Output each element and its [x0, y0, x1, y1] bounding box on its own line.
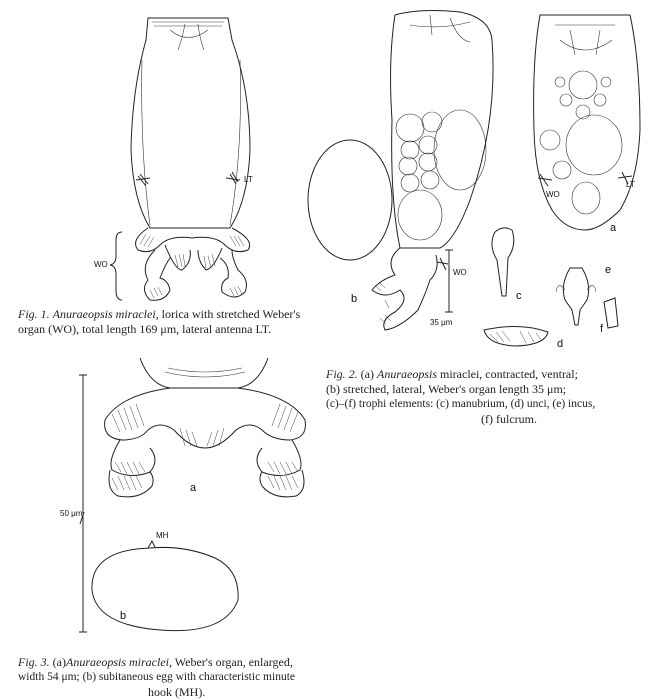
fig2b-label-wo: WO: [453, 268, 467, 277]
fig3-caption-line1: , Weber's organ, enlarged,: [169, 655, 293, 669]
fig3b-egg: [92, 547, 238, 630]
fig2-caption-line1-tail: miraclei, contracted, ventral;: [440, 367, 578, 381]
fig2-panel-f: f: [600, 323, 604, 335]
fig3-caption-fig: Fig. 3.: [18, 655, 50, 669]
fig3-label-mh: MH: [156, 531, 169, 540]
fig2-panel-a: a: [610, 222, 617, 234]
fig1-caption-species: Anuraeopsis miraclei: [52, 307, 156, 321]
fig2-panel-e: e: [605, 264, 612, 276]
fig2-caption-a: (a): [360, 367, 374, 381]
fig3-caption-species: Anuraeopsis miraclei: [66, 655, 169, 669]
fig3-panel-a: a: [190, 482, 197, 494]
fig1-caption-line2: organ (WO), total length 169 μm, lateral antenna LT.: [18, 322, 272, 336]
fig2-panel-b: b: [351, 293, 358, 305]
fig2-caption-line2: (b) stretched, lateral, Weber's organ length 35 μm;: [326, 382, 567, 396]
fig2a-label-wo: WO: [546, 190, 560, 199]
fig3-panel-b: b: [120, 610, 127, 622]
fig2-panel-d: d: [557, 338, 564, 350]
fig3-caption-line3: hook (MH).: [148, 685, 206, 699]
fig2a-label-lt: LT: [626, 180, 635, 189]
fig3-scale-bar: [79, 375, 87, 632]
fig2-caption-fig: Fig. 2.: [326, 367, 358, 381]
fig1-label-wo: WO: [94, 260, 108, 269]
fig2-panel-c: c: [516, 290, 522, 302]
fig3b-hook: [148, 541, 155, 548]
fig3-caption-a: (a): [52, 655, 66, 669]
fig3a-body-base: [140, 358, 268, 388]
fig3-label-scale: 50 μm: [60, 509, 83, 518]
fig2-caption-line4: (f) fulcrum.: [481, 412, 537, 426]
fig1-caption-line1: , lorica with stretched Weber's: [155, 307, 301, 321]
fig3-caption-line2: width 54 μm; (b) subitaneous egg with characteristic minute: [18, 671, 295, 683]
fig2-caption-species: Anuraeopsis: [377, 367, 437, 381]
fig3a-webers-organ: [105, 388, 306, 448]
fig2-label-scale: 35 μm: [430, 318, 453, 327]
fig3-caption: [18, 655, 348, 700]
fig1-label-lt: LT: [244, 175, 253, 184]
fig1-caption-fig: Fig. 1.: [18, 307, 50, 321]
fig2-caption-line3: (c)–(f) trophi elements: (c) manubrium, (d) unci, (e) incus,: [326, 398, 596, 410]
